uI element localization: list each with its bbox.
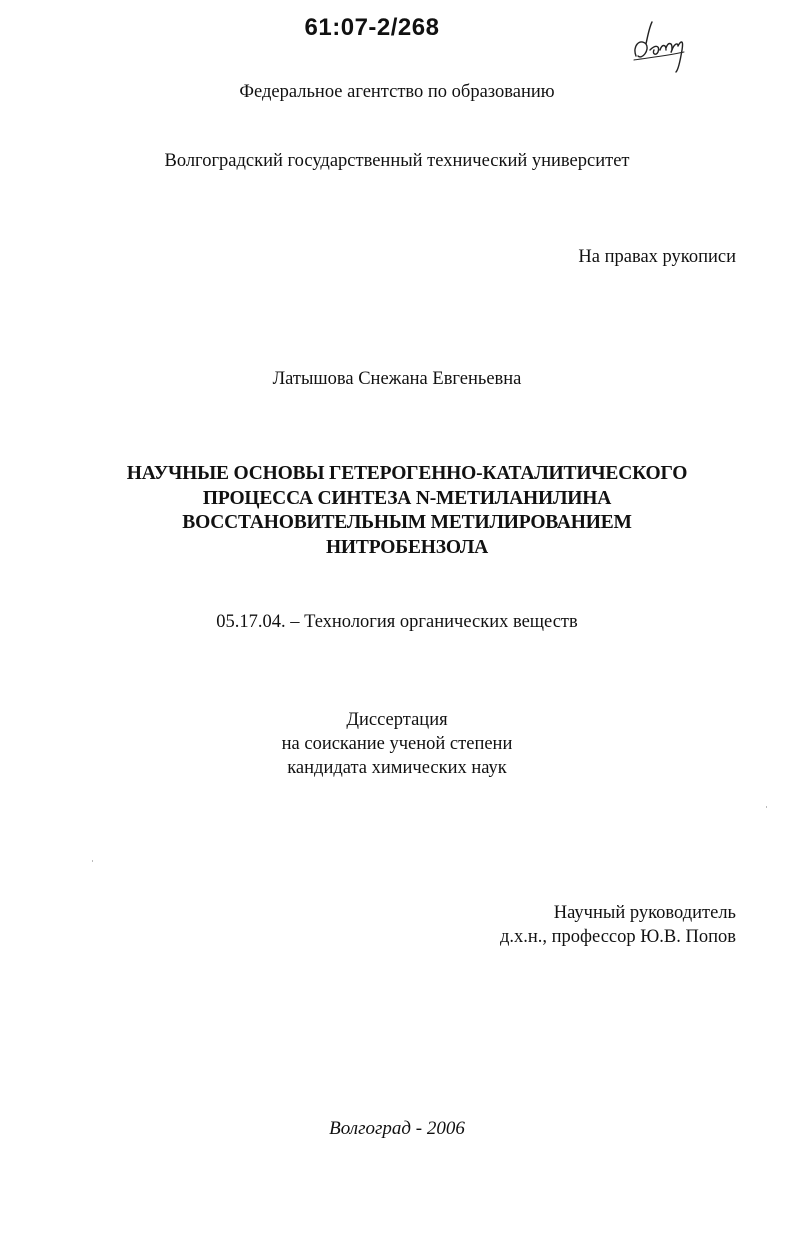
supervisor-name: д.х.н., профессор Ю.В. Попов xyxy=(499,927,736,947)
degree-statement xyxy=(0,708,794,780)
supervisor-role: Научный руководитель xyxy=(553,903,736,923)
degree-line: Диссертация xyxy=(346,710,448,730)
title-line: ПРОЦЕССА СИНТЕЗА N-МЕТИЛАНИЛИНА xyxy=(202,487,612,509)
archive-stamp-number: 61:07-2/268 xyxy=(304,14,440,41)
title-line: ВОССТАНОВИТЕЛЬНЫМ МЕТИЛИРОВАНИЕМ xyxy=(182,512,632,533)
scan-speck xyxy=(766,806,767,808)
title-line: НИТРОБЕНЗОЛА xyxy=(325,536,489,558)
university-name: Волгоградский государственный технический университет xyxy=(164,151,630,171)
manuscript-rights-note: На правах рукописи xyxy=(578,247,736,267)
title-line: НАУЧНЫЕ ОСНОВЫ ГЕТЕРОГЕННО-КАТАЛИТИЧЕСКОГО xyxy=(126,463,688,484)
degree-line: кандидата химических наук xyxy=(287,758,507,778)
degree-line: на соискание ученой степени xyxy=(281,734,513,754)
supervisor-block xyxy=(500,901,736,949)
author-name: Латышова Снежана Евгеньевна xyxy=(272,369,522,389)
dissertation-title xyxy=(60,462,754,560)
city-year: Волгоград - 2006 xyxy=(329,1118,465,1139)
handwritten-signature-icon xyxy=(626,16,692,74)
scan-speck xyxy=(92,860,93,862)
specialty-code: 05.17.04. – Технология органических веществ xyxy=(216,612,578,632)
agency-name: Федеральное агентство по образованию xyxy=(239,82,555,102)
